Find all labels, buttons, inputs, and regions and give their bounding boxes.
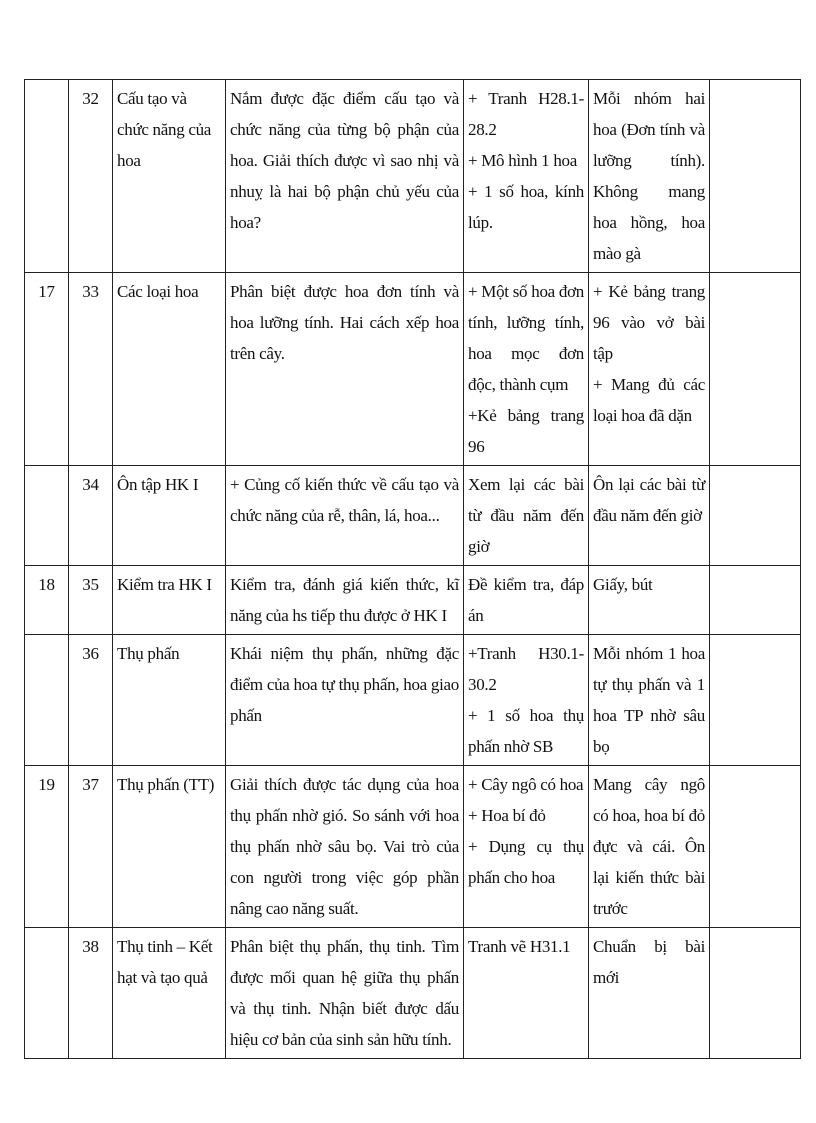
lesson-objective-cell: Phân biệt được hoa đơn tính và hoa lưỡng tính. Hai cách xếp hoa trên cây.: [226, 273, 464, 466]
lesson-title-cell: Ôn tập HK I: [113, 466, 226, 566]
lesson-title-cell: Thụ phấn (TT): [113, 766, 226, 928]
lesson-title-cell: Thụ phấn: [113, 635, 226, 766]
lesson-objective-cell: + Củng cố kiến thức về cấu tạo và chức năng của rễ, thân, lá, hoa...: [226, 466, 464, 566]
student-preparation-cell: Chuẩn bị bài mới: [589, 928, 710, 1059]
lesson-title-cell: Thụ tinh – Kết hạt và tạo quả: [113, 928, 226, 1059]
student-preparation-cell: Giấy, bút: [589, 566, 710, 635]
lesson-objective-cell: Kiểm tra, đánh giá kiến thức, kĩ năng của hs tiếp thu được ở HK I: [226, 566, 464, 635]
table-row: [25, 766, 801, 928]
week-cell: 19: [25, 766, 69, 928]
lesson-title-cell: Cấu tạo và chức năng của hoa: [113, 80, 226, 273]
teacher-materials-cell: + Một số hoa đơn tính, lưỡng tính, hoa mọc đơn độc, thành cụm +Kẻ bảng trang 96: [464, 273, 589, 466]
note-cell: [710, 80, 801, 273]
teacher-materials-cell: + Cây ngô có hoa + Hoa bí đỏ + Dụng cụ thụ phấn cho hoa: [464, 766, 589, 928]
lesson-number-cell: 37: [69, 766, 113, 928]
student-preparation-cell: + Kẻ bảng trang 96 vào vở bài tập + Mang đủ các loại hoa đã dặn: [589, 273, 710, 466]
student-preparation-cell: Mỗi nhóm hai hoa (Đơn tính và lưỡng tính). Không mang hoa hồng, hoa mào gà: [589, 80, 710, 273]
week-cell: 18: [25, 566, 69, 635]
lesson-number-cell: 33: [69, 273, 113, 466]
note-cell: [710, 466, 801, 566]
lesson-number-cell: 34: [69, 466, 113, 566]
week-cell: [25, 928, 69, 1059]
lesson-title-cell: Các loại hoa: [113, 273, 226, 466]
lesson-number-cell: 38: [69, 928, 113, 1059]
lesson-title-cell: Kiểm tra HK I: [113, 566, 226, 635]
lesson-objective-cell: Khái niệm thụ phấn, những đặc điểm của hoa tự thụ phấn, hoa giao phấn: [226, 635, 464, 766]
note-cell: [710, 566, 801, 635]
teacher-materials-cell: Đề kiểm tra, đáp án: [464, 566, 589, 635]
lesson-plan-table: [24, 79, 801, 1059]
table-row: [25, 273, 801, 466]
note-cell: [710, 635, 801, 766]
lesson-plan-page: [24, 79, 801, 1059]
week-cell: [25, 635, 69, 766]
student-preparation-cell: Ôn lại các bài từ đầu năm đến giờ: [589, 466, 710, 566]
teacher-materials-cell: Tranh vẽ H31.1: [464, 928, 589, 1059]
table-row: [25, 466, 801, 566]
lesson-objective-cell: Nắm được đặc điểm cấu tạo và chức năng của từng bộ phận của hoa. Giải thích được vì sao nhị và nhuỵ là hai bộ phận chủ yếu của hoa?: [226, 80, 464, 273]
teacher-materials-cell: Xem lại các bài từ đầu năm đến giờ: [464, 466, 589, 566]
note-cell: [710, 928, 801, 1059]
note-cell: [710, 766, 801, 928]
teacher-materials-cell: + Tranh H28.1-28.2 + Mô hình 1 hoa + 1 số hoa, kính lúp.: [464, 80, 589, 273]
week-cell: [25, 466, 69, 566]
week-cell: [25, 80, 69, 273]
student-preparation-cell: Mang cây ngô có hoa, hoa bí đỏ đực và cái. Ôn lại kiến thức bài trước: [589, 766, 710, 928]
lesson-number-cell: 32: [69, 80, 113, 273]
lesson-number-cell: 36: [69, 635, 113, 766]
lesson-number-cell: 35: [69, 566, 113, 635]
student-preparation-cell: Mỗi nhóm 1 hoa tự thụ phấn và 1 hoa TP nhờ sâu bọ: [589, 635, 710, 766]
teacher-materials-cell: +Tranh H30.1-30.2 + 1 số hoa thụ phấn nhờ SB: [464, 635, 589, 766]
table-row: [25, 80, 801, 273]
week-cell: 17: [25, 273, 69, 466]
table-row: [25, 566, 801, 635]
lesson-objective-cell: Giải thích được tác dụng của hoa thụ phấn nhờ gió. So sánh với hoa thụ phấn nhờ sâu bọ. Vai trò của con người trong việc góp phần nâng cao năng suất.: [226, 766, 464, 928]
table-row: [25, 928, 801, 1059]
lesson-objective-cell: Phân biệt thụ phấn, thụ tinh. Tìm được mối quan hệ giữa thụ phấn và thụ tinh. Nhận biết được dấu hiệu cơ bản của sinh sản hữu tính.: [226, 928, 464, 1059]
table-row: [25, 635, 801, 766]
note-cell: [710, 273, 801, 466]
